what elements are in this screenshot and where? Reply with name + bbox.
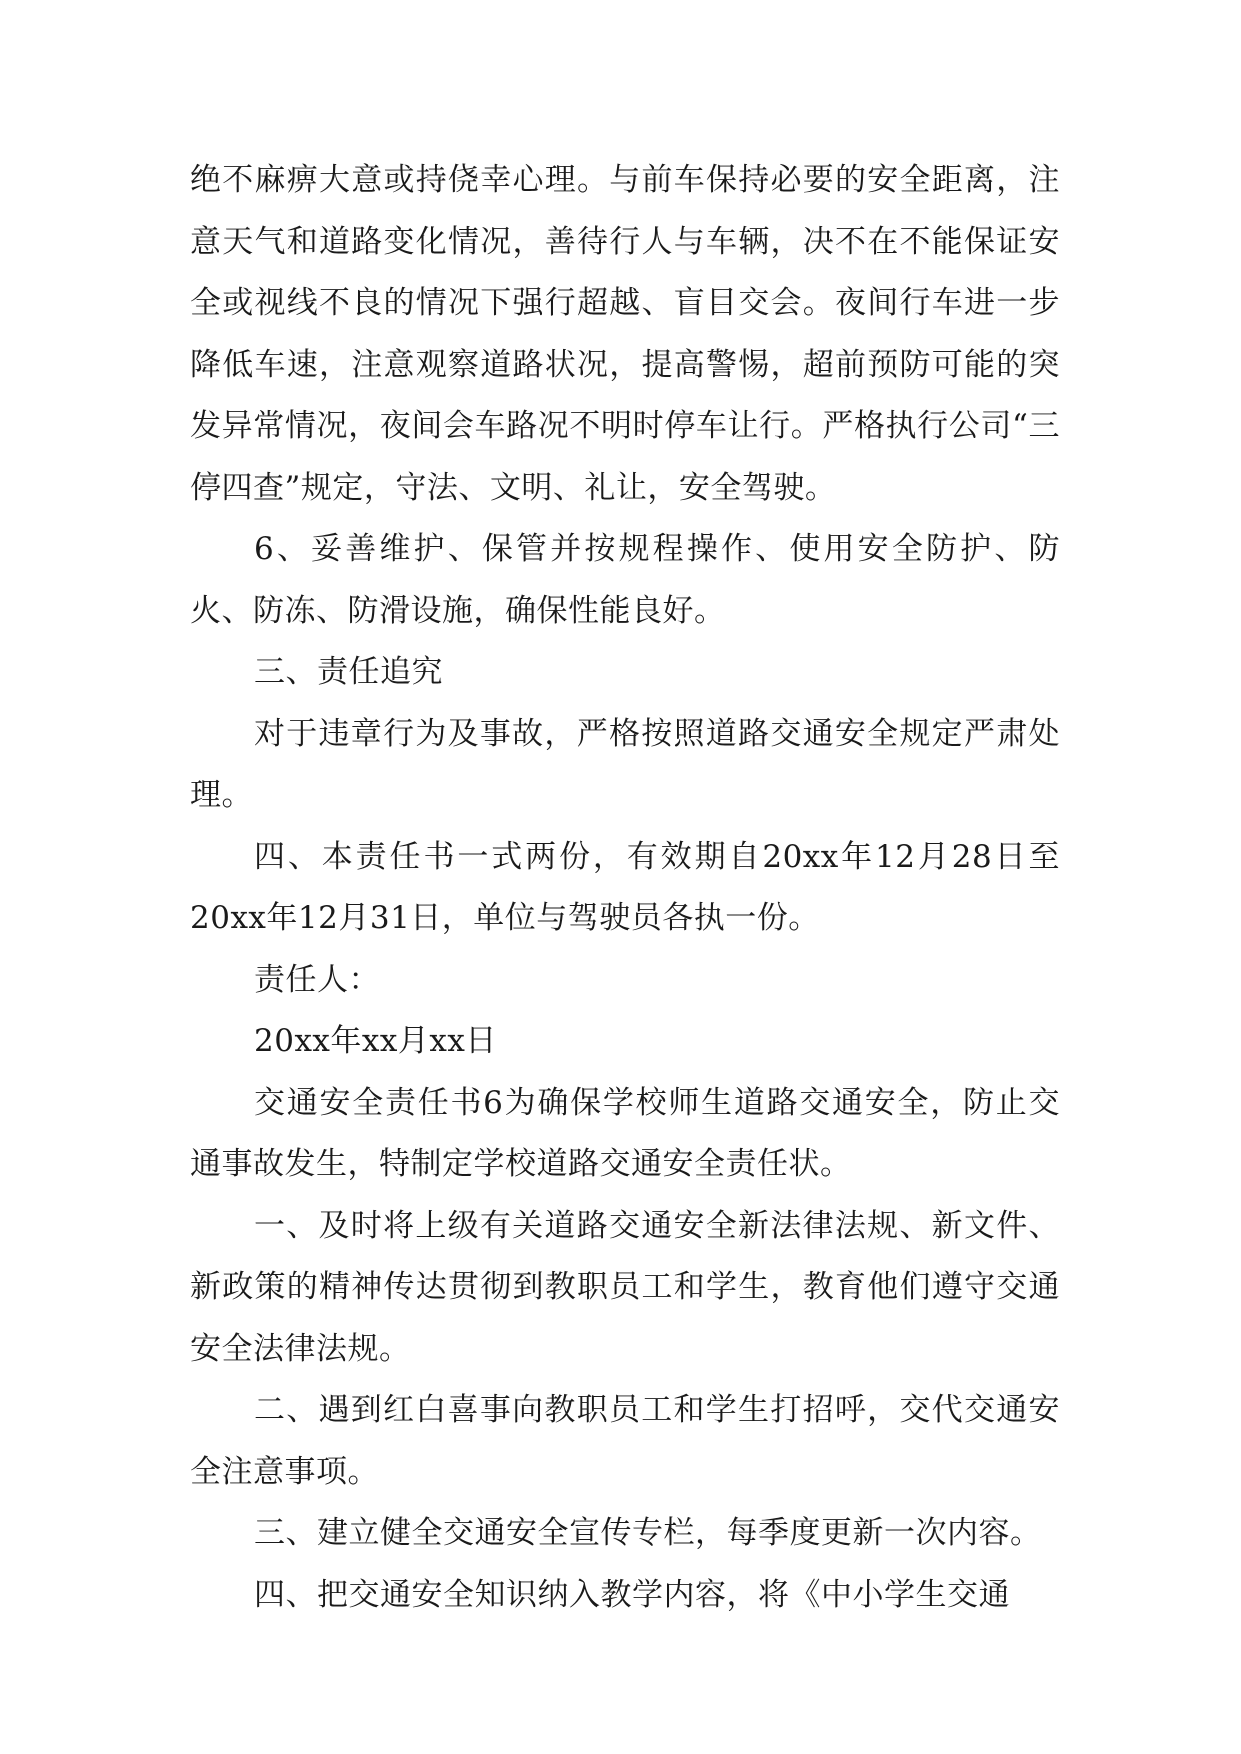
document-page [190,150,1060,1626]
paragraph-clause-3: 三、建立健全交通安全宣传专栏，每季度更新一次内容。 [254,1515,1042,1551]
paragraph-clause-2: 二、遇到红白喜事向教职员工和学生打招呼，交代交通安全注意事项。 [190,1392,1060,1490]
paragraph-intro-6: 交通安全责任书6为确保学校师生道路交通安全，防止交通事故发生，特制定学校道路交通安全责任状。 [190,1084,1060,1182]
paragraph-item-6: 6、妥善维护、保管并按规程操作、使用安全防护、防火、防冻、防滑设施，确保性能良好。 [190,531,1060,629]
signature-date: 20xx年xx月xx日 [254,1023,497,1059]
paragraph-continued: 绝不麻痹大意或持侥幸心理。与前车保持必要的安全距离，注意天气和道路变化情况，善待行人与车辆，决不在不能保证安全或视线不良的情况下强行超越、盲目交会。夜间行车进一步降低车速，注意观察道路状况，提高警惕，超前预防可能的突发异常情况，夜间会车路况不明时停车让行。严格执行公司“三停四查”规定，守法、文明、礼让，安全驾驶。 [190,162,1060,506]
paragraph-clause-4: 四、把交通安全知识纳入教学内容，将《中小学生交通 [254,1576,1010,1613]
signature-label: 责任人： [254,961,380,998]
paragraph-liability: 对于违章行为及事故，严格按照道路交通安全规定严肃处理。 [190,715,1060,813]
section-heading-liability: 三、责任追究 [254,654,443,690]
paragraph-validity: 四、本责任书一式两份，有效期自20xx年12月28日至20xx年12月31日，单位与驾驶员各执一份。 [190,838,1060,936]
paragraph-clause-1: 一、及时将上级有关道路交通安全新法律法规、新文件、新政策的精神传达贯彻到教职员工和学生，教育他们遵守交通安全法律法规。 [190,1207,1060,1367]
